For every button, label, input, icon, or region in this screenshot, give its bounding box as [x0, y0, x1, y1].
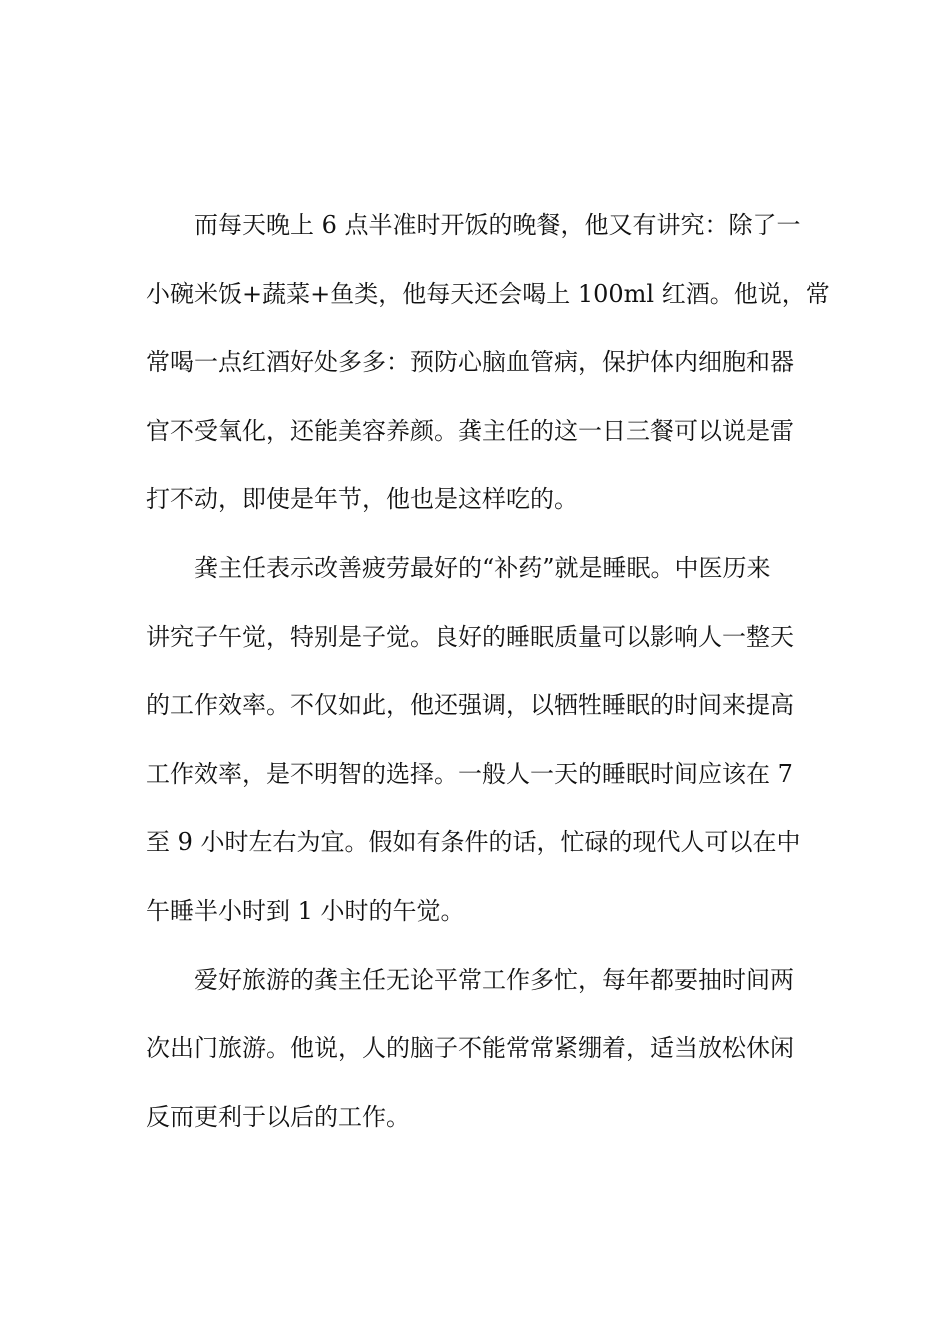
text-line: 官不受氧化，还能美容养颜。龚主任的这一日三餐可以说是雷: [146, 416, 794, 445]
paragraph-sleep: [146, 543, 801, 955]
text-line: 常喝一点红酒好处多多：预防心脑血管病，保护体内细胞和器: [146, 348, 794, 377]
text-line: 打不动，即使是年节，他也是这样吃的。: [146, 485, 578, 514]
text-line: 而每天晚上 6 点半准时开饭的晚餐，他又有讲究：除了一: [194, 211, 801, 239]
paragraph-travel: [146, 955, 796, 1161]
text-line: 龚主任表示改善疲劳最好的“补药”就是睡眠。中医历来: [194, 553, 771, 582]
document-body: [146, 200, 830, 1160]
text-line: 爱好旅游的龚主任无论平常工作多忙，每年都要抽时间两: [194, 965, 794, 994]
text-line: 工作效率，是不明智的选择。一般人一天的睡眠时间应该在 7: [146, 759, 793, 788]
text-line: 讲究子午觉，特别是子觉。良好的睡眠质量可以影响人一整天: [146, 622, 794, 651]
text-line: 小碗米饭+蔬菜+鱼类，他每天还会喝上 100ml 红酒。他说，常: [146, 279, 830, 308]
text-line: 的工作效率。不仅如此，他还强调，以牺牲睡眠的时间来提高: [146, 691, 794, 720]
text-line: 次出门旅游。他说，人的脑子不能常常紧绷着，适当放松休闲: [146, 1034, 794, 1063]
text-line: 反而更利于以后的工作。: [146, 1102, 410, 1131]
text-line: 午睡半小时到 1 小时的午觉。: [146, 896, 465, 925]
text-line: 至 9 小时左右为宜。假如有条件的话，忙碌的现代人可以在中: [146, 828, 801, 857]
paragraph-dinner: [146, 200, 830, 543]
